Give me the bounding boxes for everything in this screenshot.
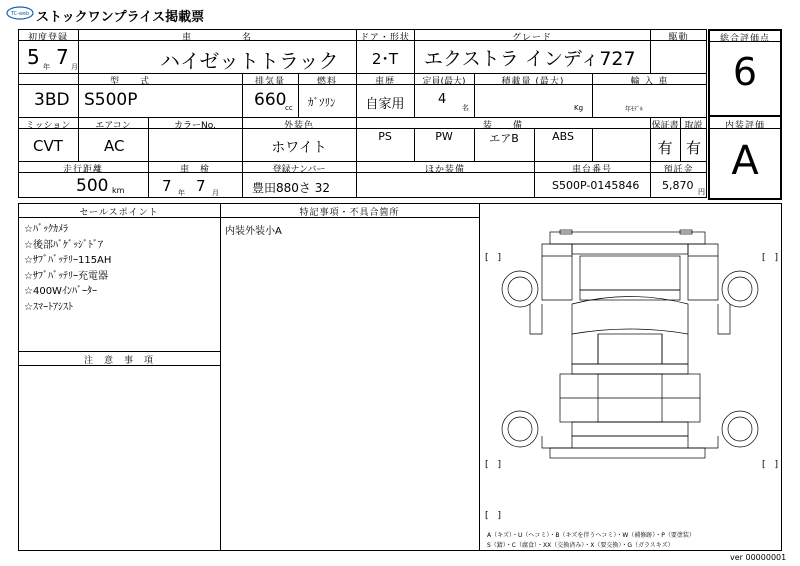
- capacity-unit: 名: [462, 104, 469, 112]
- label-mileage: 走行距離: [62, 165, 103, 175]
- aircon: AC: [104, 137, 125, 155]
- displacement: 660: [254, 90, 287, 110]
- equipment-item: エアB: [489, 132, 519, 145]
- car-name: ハイゼットトラック: [160, 49, 339, 73]
- damage-legend-line1: A（キズ）・U（ヘコミ）・B（キズを伴うヘコミ）・W（補修跡）・P（要塗装）: [487, 532, 695, 539]
- inspection-month: 7: [196, 177, 206, 195]
- model-code: 3BD: [34, 90, 70, 110]
- deposit-amount: 5,870: [662, 179, 694, 192]
- inspection-month-unit: 月: [212, 189, 219, 197]
- label-mission: ミッション: [25, 121, 71, 131]
- label-interior-rating: 内装評価: [724, 121, 765, 131]
- label-vin: 車台番号: [571, 165, 612, 175]
- remarks-text: 内装外装小A: [225, 226, 282, 237]
- label-inspection: 車 検: [179, 165, 210, 175]
- company-logo: [6, 4, 34, 20]
- label-color-no: カラーNo.: [174, 121, 216, 131]
- remarks-header: 特記事項・不具合箇所: [299, 208, 400, 218]
- mileage-unit: km: [112, 186, 125, 195]
- list-item: ☆ｽﾏｰﾄｱｼｽﾄ: [24, 301, 73, 313]
- label-deposit: 預託金: [663, 165, 694, 175]
- page-title: ストックワンプライス掲載票: [36, 10, 205, 25]
- equipment-item: PW: [435, 130, 453, 143]
- inspection-year: 7: [162, 177, 172, 195]
- label-plate: 登録ナンバー: [272, 165, 326, 175]
- label-import: 輸 入 車: [630, 77, 669, 87]
- diagram-bracket: [ ]: [485, 460, 502, 470]
- displacement-unit: cc: [285, 104, 293, 112]
- sales-points-list: [24, 222, 111, 316]
- list-item: ☆400Wｲﾝﾊﾞｰﾀｰ: [24, 286, 97, 298]
- reg-month-unit: 月: [71, 63, 78, 71]
- damage-legend-line2: S（錆）・C（腐食）・XX（交換済み）・X（要交換）・G（ガラスキズ）: [487, 542, 674, 549]
- model: S500P: [84, 90, 138, 110]
- reg-year-unit: 年: [43, 63, 50, 71]
- label-drive: 駆動: [668, 33, 689, 43]
- diagram-bracket: [ ]: [762, 253, 779, 263]
- fuel: ｶﾞｿﾘﾝ: [308, 96, 336, 109]
- exterior-color: ホワイト: [271, 140, 327, 156]
- deposit-unit: 円: [698, 188, 705, 196]
- label-first-registration: 初度登録: [27, 33, 68, 43]
- label-equipment: 装 備: [482, 121, 523, 131]
- cautions-header: 注 意 事 項: [83, 356, 154, 366]
- label-aircon: エアコン: [95, 121, 131, 131]
- label-capacity: 定員(最大): [422, 77, 466, 87]
- label-manual: 取説: [684, 121, 703, 131]
- label-exterior-color: 外装色: [283, 121, 314, 131]
- mission: CVT: [33, 137, 63, 155]
- inspection-year-unit: 年: [178, 189, 185, 197]
- vehicle-diagram: [480, 204, 781, 550]
- diagram-bracket: [ ]: [485, 511, 502, 521]
- label-model: 型 式: [109, 77, 150, 87]
- load-unit: Kg: [574, 104, 584, 112]
- mileage: 500: [76, 176, 109, 196]
- capacity: 4: [438, 92, 447, 107]
- version-number: ver 00000001: [730, 553, 787, 562]
- grade: エクストラ インディ727: [424, 48, 636, 70]
- list-item: ☆ﾊﾞｯｸｶﾒﾗ: [24, 224, 68, 235]
- sales-points-header: セールスポイント: [79, 208, 159, 218]
- label-displacement: 排気量: [254, 77, 285, 87]
- list-item: ☆ｻﾌﾞﾊﾞｯﾃﾘｰ充電器: [24, 270, 108, 282]
- diagram-bracket: [ ]: [485, 253, 502, 263]
- label-grade: グレード: [511, 33, 552, 43]
- label-history: 車歴: [374, 77, 395, 87]
- door-shape: 2･T: [371, 50, 399, 68]
- label-warranty: 保証書: [651, 121, 679, 131]
- list-item: ☆後部ﾊﾞｹﾞｯｼﾞﾄﾞｱ: [24, 239, 103, 251]
- license-plate: 豊田880さ 32: [252, 181, 330, 195]
- reg-year: 5: [27, 45, 40, 69]
- import-year-model: 年ﾓﾃﾞﾙ: [625, 106, 644, 113]
- overall-score: 6: [732, 50, 758, 94]
- diagram-bracket: [ ]: [762, 460, 779, 470]
- equipment-item: PS: [378, 130, 392, 143]
- usage-history: 自家用: [365, 97, 405, 112]
- label-door-shape: ドア・形状: [360, 33, 410, 43]
- label-fuel: 燃料: [316, 77, 337, 87]
- vin: S500P-0145846: [552, 179, 640, 192]
- list-item: ☆ｻﾌﾞﾊﾞｯﾃﾘｰ115AH: [24, 255, 112, 267]
- label-other-equipment: ほか装備: [424, 165, 465, 175]
- equipment-item: ABS: [552, 130, 574, 143]
- manual: 有: [685, 139, 701, 157]
- label-load: 積載量 (最大): [501, 77, 565, 87]
- label-overall-score: 総合評価点: [719, 34, 770, 44]
- interior-score: A: [731, 138, 759, 184]
- svg-text:TC-web: TC-web: [10, 11, 30, 17]
- reg-month: 7: [56, 45, 69, 69]
- label-car-name: 車 名: [181, 33, 252, 43]
- warranty: 有: [657, 139, 673, 157]
